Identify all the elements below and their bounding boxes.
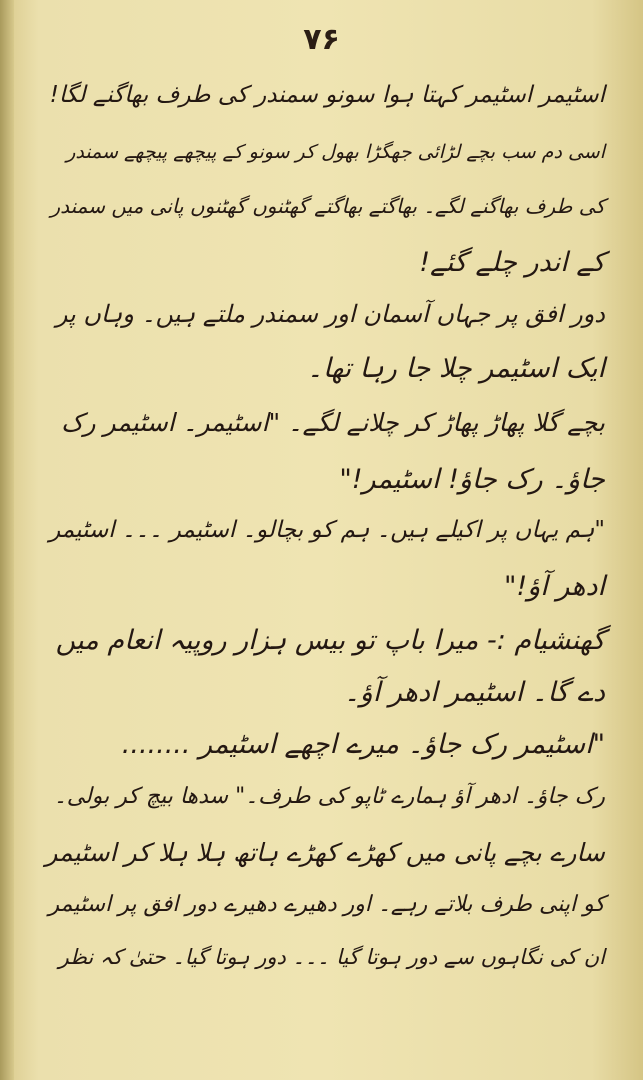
text-line: ادھر آؤ!" xyxy=(503,571,605,602)
text-line: بچے گلا پھاڑ پھاڑ کر چلانے لگے۔ "اسٹیمر۔ اسٹیمر رک xyxy=(61,408,605,437)
text-line: کی طرف بھاگنے لگے۔ بھاگتے بھاگتے گھٹنوں گھٹنوں پانی میں سمندر xyxy=(50,194,605,218)
text-line: جاؤ۔ رک جاؤ! اسٹیمر!" xyxy=(339,464,605,495)
text-line: کو اپنی طرف بلاتے رہے۔ اور دھیرے دھیرے دور افق پر اسٹیمر xyxy=(48,892,605,917)
text-line: اسی دم سب بچے لڑائی جھگڑا بھول کر سونو کے پیچھے پیچھے سمندر xyxy=(66,141,605,163)
text-line: ان کی نگاہوں سے دور ہوتا گیا ۔۔۔ دور ہوتا گیا۔ حتیٰ کہ نظر xyxy=(58,945,605,969)
text-line: اسٹیمر اسٹیمر کہتا ہوا سونو سمندر کی طرف بھاگنے لگا! xyxy=(49,82,605,108)
page-binding-edge xyxy=(0,0,14,1080)
text-line: "اسٹیمر رک جاؤ۔ میرے اچھے اسٹیمر ........ xyxy=(121,729,605,760)
text-line: کے اندر چلے گئے! xyxy=(419,247,605,278)
text-line: دے گا۔ اسٹیمر ادھر آؤ۔ xyxy=(343,677,605,708)
text-line: سارے بچے پانی میں کھڑے کھڑے ہاتھ ہلا ہلا کر اسٹیمر xyxy=(45,838,605,867)
text-line: رک جاؤ۔ ادھر آؤ ہمارے ٹاپو کی طرف۔" سدھا بیچ کر بولی۔ xyxy=(53,784,605,809)
text-line: "ہم یہاں پر اکیلے ہیں۔ ہم کو بچالو۔ اسٹیمر ۔۔۔ اسٹیمر xyxy=(49,517,605,543)
text-line: ایک اسٹیمر چلا جا رہا تھا۔ xyxy=(307,353,605,384)
page-number: ۷۶ xyxy=(303,22,340,57)
text-line: گھنشیام :- میرا باپ تو بیس ہزار روپیہ انعام میں xyxy=(55,625,605,656)
text-line: دور افق پر جہاں آسمان اور سمندر ملتے ہیں۔ وہاں پر xyxy=(55,300,605,328)
